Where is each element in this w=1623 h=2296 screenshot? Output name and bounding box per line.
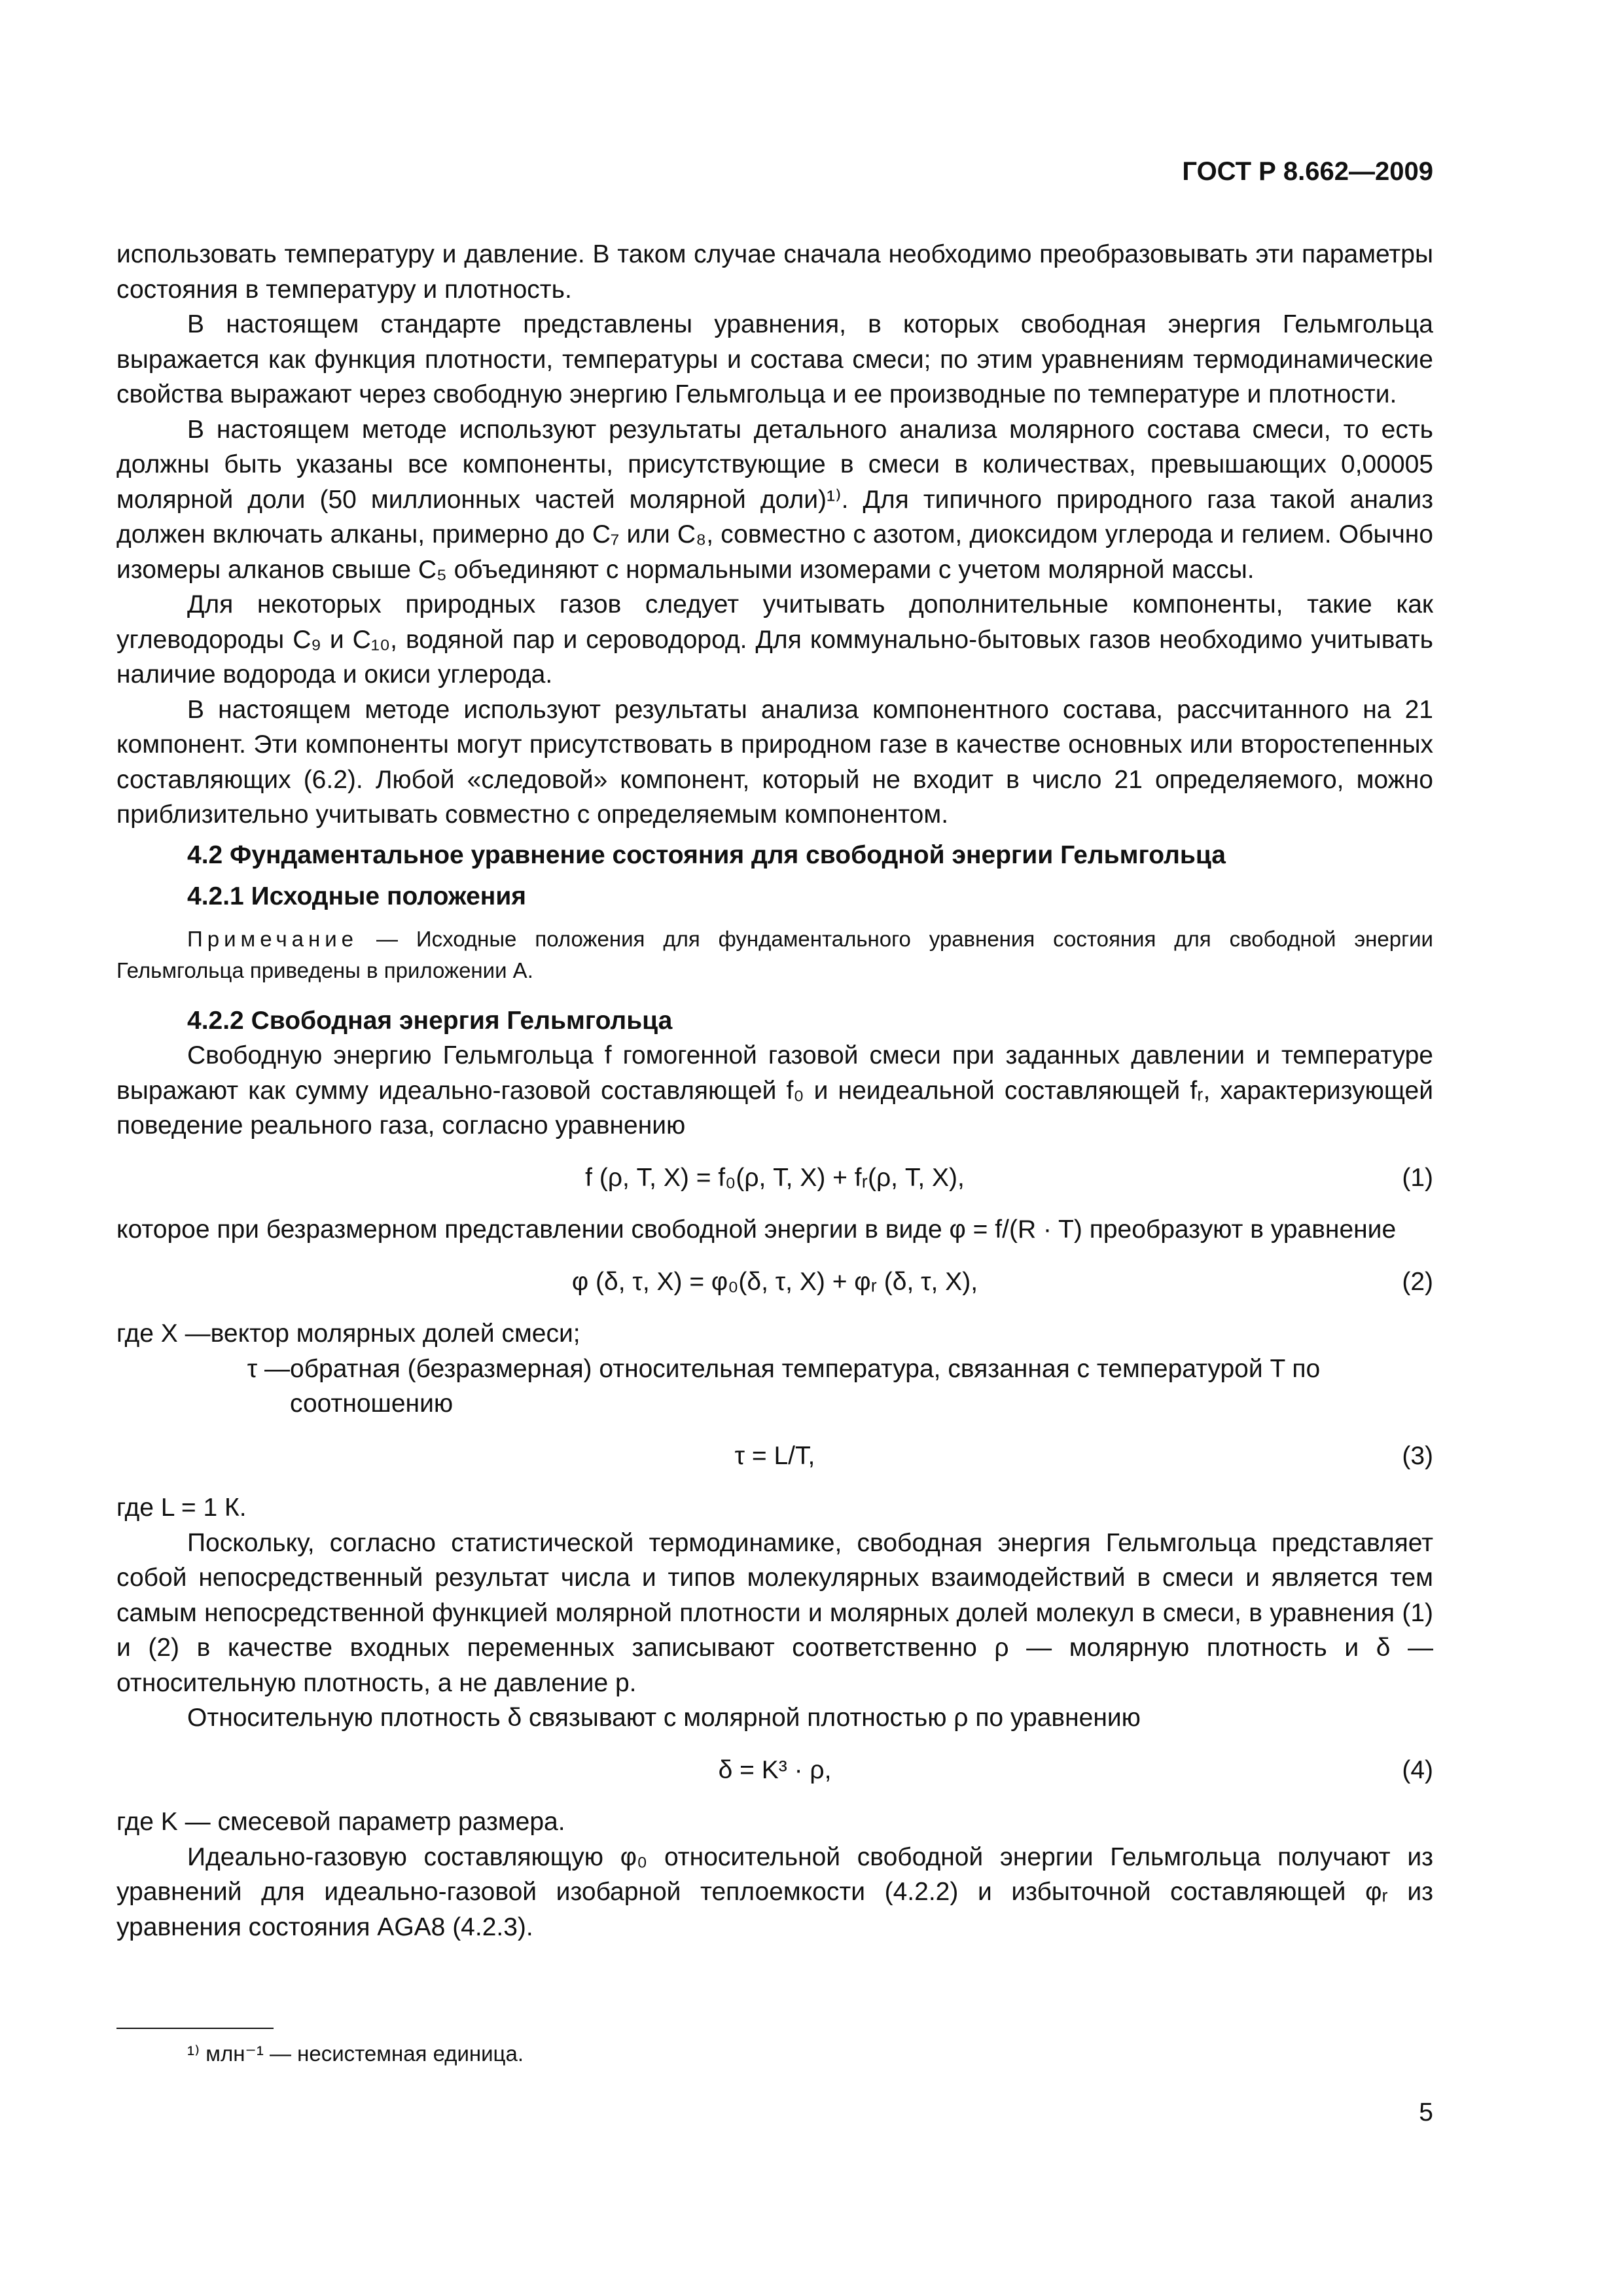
footnote-separator — [116, 2028, 274, 2029]
paragraph: Свободную энергию Гельмгольца f гомогенной газовой смеси при заданных давлении и температуре выражают как сумму идеально-газовой составляющей f₀ и неидеальной составляющей fᵣ, характеризующей поведение реального газа, согласно уравнению — [116, 1041, 1433, 1139]
note — [116, 924, 1433, 986]
where-item — [116, 1352, 1433, 1422]
paragraph: где L = 1 К. — [116, 1494, 247, 1522]
paragraph: которое при безразмерном представлении свободной энергии в виде φ = f/(R · T) преобразуют в уравнение — [116, 1215, 1397, 1244]
formula-number: (1) — [1402, 1163, 1433, 1192]
paragraph: В настоящем методе используют результаты анализа компонентного состава, рассчитанного на 21 компонент. Эти компоненты могут присутствовать в природном газе в качестве основных или второстепенных составляющих (6.2). Любой «следовой» компонент, который не входит в число 21 определяемого, можно приблизительно учитывать совместно с определяемым компонентом. — [116, 695, 1433, 829]
where-item — [116, 1316, 1433, 1352]
formula-expression: f (ρ, T, X) = f₀(ρ, T, X) + fᵣ(ρ, T, X), — [585, 1163, 965, 1192]
note-text: — Исходные положения для фундаментального уравнения состояния для свободной энергии Гельмгольца приведены в приложении А. — [116, 926, 1433, 982]
where-term: где X — — [116, 1319, 211, 1348]
formula-4 — [116, 1753, 1433, 1788]
page-number: 5 — [1419, 2098, 1433, 2126]
formula-expression: φ (δ, τ, X) = φ₀(δ, τ, X) + φᵣ (δ, τ, X), — [571, 1267, 978, 1296]
body-text — [116, 237, 1433, 1945]
paragraph: использовать температуру и давление. В таком случае сначала необходимо преобразовывать эти параметры состояния в температуру и плотность. — [116, 240, 1433, 304]
formula-number: (2) — [1402, 1267, 1433, 1296]
document-id: ГОСТ Р 8.662—2009 — [1182, 157, 1433, 186]
formula-expression: δ = K³ · ρ, — [718, 1755, 832, 1784]
where-term: τ — — [247, 1354, 290, 1383]
paragraph: Для некоторых природных газов следует учитывать дополнительные компоненты, такие как углеводороды C₉ и C₁₀, водяной пар и сероводород. Для коммунально-бытовых газов необходимо учитывать наличие водорода и окиси углерода. — [116, 590, 1433, 689]
subsection-heading: 4.2.1 Исходные положения — [187, 882, 527, 910]
formula-number: (4) — [1402, 1755, 1433, 1784]
note-label: Примечание — [187, 926, 359, 951]
where-definition: обратная (безразмерная) относительная температура, связанная с температурой T по соотношению — [290, 1354, 1321, 1418]
subsection-heading: 4.2.2 Свободная энергия Гельмгольца — [187, 1006, 673, 1035]
document-page — [116, 0, 1433, 2296]
formula-1 — [116, 1160, 1433, 1196]
where-definition: вектор молярных долей смеси; — [210, 1319, 580, 1348]
section-heading: 4.2 Фундаментальное уравнение состояния для свободной энергии Гельмгольца — [187, 840, 1226, 869]
formula-2 — [116, 1265, 1433, 1300]
formula-number: (3) — [1402, 1441, 1433, 1470]
paragraph: Идеально-газовую составляющую φ₀ относительной свободной энергии Гельмгольца получают из уравнений для идеально-газовой изобарной теплоемкости (4.2.2) и избыточной составляющей φᵣ из уравнения состояния AGA8 (4.2.3). — [116, 1842, 1433, 1941]
paragraph: В настоящем стандарте представлены уравнения, в которых свободная энергия Гельмгольца выражается как функция плотности, температуры и состава смеси; по этим уравнениям термодинамические свойства выражают через свободную энергию Гельмгольца и ее производные по температуре и плотности. — [116, 310, 1433, 408]
formula-3 — [116, 1439, 1433, 1474]
paragraph: Относительную плотность δ связывают с молярной плотностью ρ по уравнению — [187, 1704, 1141, 1732]
footnote: ¹⁾ млн⁻¹ — несистемная единица. — [187, 2041, 524, 2066]
paragraph: В настоящем методе используют результаты детального анализа молярного состава смеси, то есть должны быть указаны все компоненты, присутствующие в смеси в количествах, превышающих 0,00005 молярной доли (50 миллионных частей молярной доли)¹⁾. Для типичного природного газа такой анализ должен включать алканы, примерно до C₇ или C₈, совместно с азотом, диоксидом углерода и гелием. Обычно изомеры алканов свыше C₅ объединяют с нормальными изомерами с учетом молярной массы. — [116, 415, 1433, 584]
paragraph: Поскольку, согласно статистической термодинамике, свободная энергия Гельмгольца представляет собой непосредственный результат числа и типов молекулярных взаимодействий в смеси и является тем самым непосредственной функцией молярной плотности и молярных долей молекул в смеси, в уравнения (1) и (2) в качестве входных переменных записывают соответственно ρ — молярную плотность и δ — относительную плотность, а не давление p. — [116, 1528, 1433, 1697]
formula-expression: τ = L/T, — [734, 1441, 815, 1470]
paragraph: где K — смесевой параметр размера. — [116, 1808, 565, 1836]
